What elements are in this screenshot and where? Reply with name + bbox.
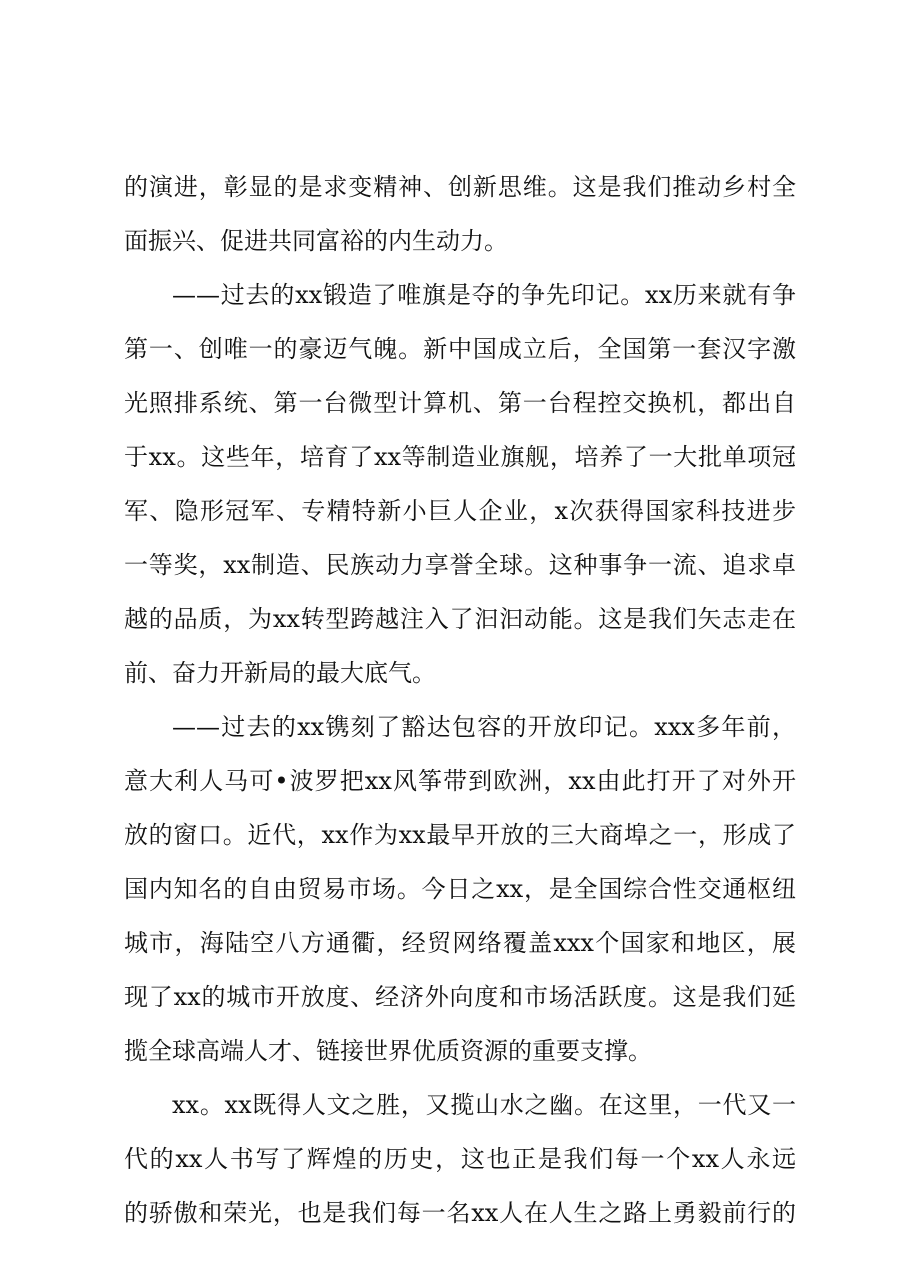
text-line: 越的品质，为xx转型跨越注入了汩汩动能。这是我们矢志走在 [124, 605, 796, 633]
text-line: 光照排系统、第一台微型计算机、第一台程控交换机，都出自 [124, 389, 796, 417]
text-line: 第一、创唯一的豪迈气魄。新中国成立后，全国第一套汉字激 [124, 335, 796, 363]
text-line: 意大利人马可•波罗把xx风筝带到欧洲，xx由此打开了对外开 [124, 767, 796, 795]
text-line: 揽全球高端人才、链接世界优质资源的重要支撑。 [124, 1037, 652, 1065]
text-line: 的骄傲和荣光，也是我们每一名xx人在人生之路上勇毅前行的 [124, 1199, 796, 1227]
text-line: 城市，海陆空八方通衢，经贸网络覆盖xxx个国家和地区，展 [124, 929, 796, 957]
text-line: 一等奖，xx制造、民族动力享誉全球。这种事争一流、追求卓 [124, 551, 796, 579]
text-line: 现了xx的城市开放度、经济外向度和市场活跃度。这是我们延 [124, 983, 796, 1011]
text-line: 前、奋力开新局的最大底气。 [124, 659, 436, 687]
text-line: 放的窗口。近代，xx作为xx最早开放的三大商埠之一，形成了 [124, 821, 796, 849]
text-line: 军、隐形冠军、专精特新小巨人企业，x次获得国家科技进步 [124, 497, 796, 525]
text-line: 面振兴、促进共同富裕的内生动力。 [124, 227, 508, 255]
text-line: 的演进，彰显的是求变精神、创新思维。这是我们推动乡村全 [124, 173, 796, 201]
paragraph-start-line: ——过去的xx锻造了唯旗是夺的争先印记。xx历来就有争 [172, 281, 796, 309]
body-text [124, 160, 796, 1240]
paragraph-start-line: ——过去的xx镌刻了豁达包容的开放印记。xxx多年前， [172, 713, 796, 741]
text-line: 国内知名的自由贸易市场。今日之xx，是全国综合性交通枢纽 [124, 875, 796, 903]
text-line: 于xx。这些年，培育了xx等制造业旗舰，培养了一大批单项冠 [124, 443, 796, 471]
paragraph-start-line: xx。xx既得人文之胜，又揽山水之幽。在这里，一代又一 [172, 1091, 796, 1119]
text-line: 代的xx人书写了辉煌的历史，这也正是我们每一个xx人永远 [124, 1145, 796, 1173]
